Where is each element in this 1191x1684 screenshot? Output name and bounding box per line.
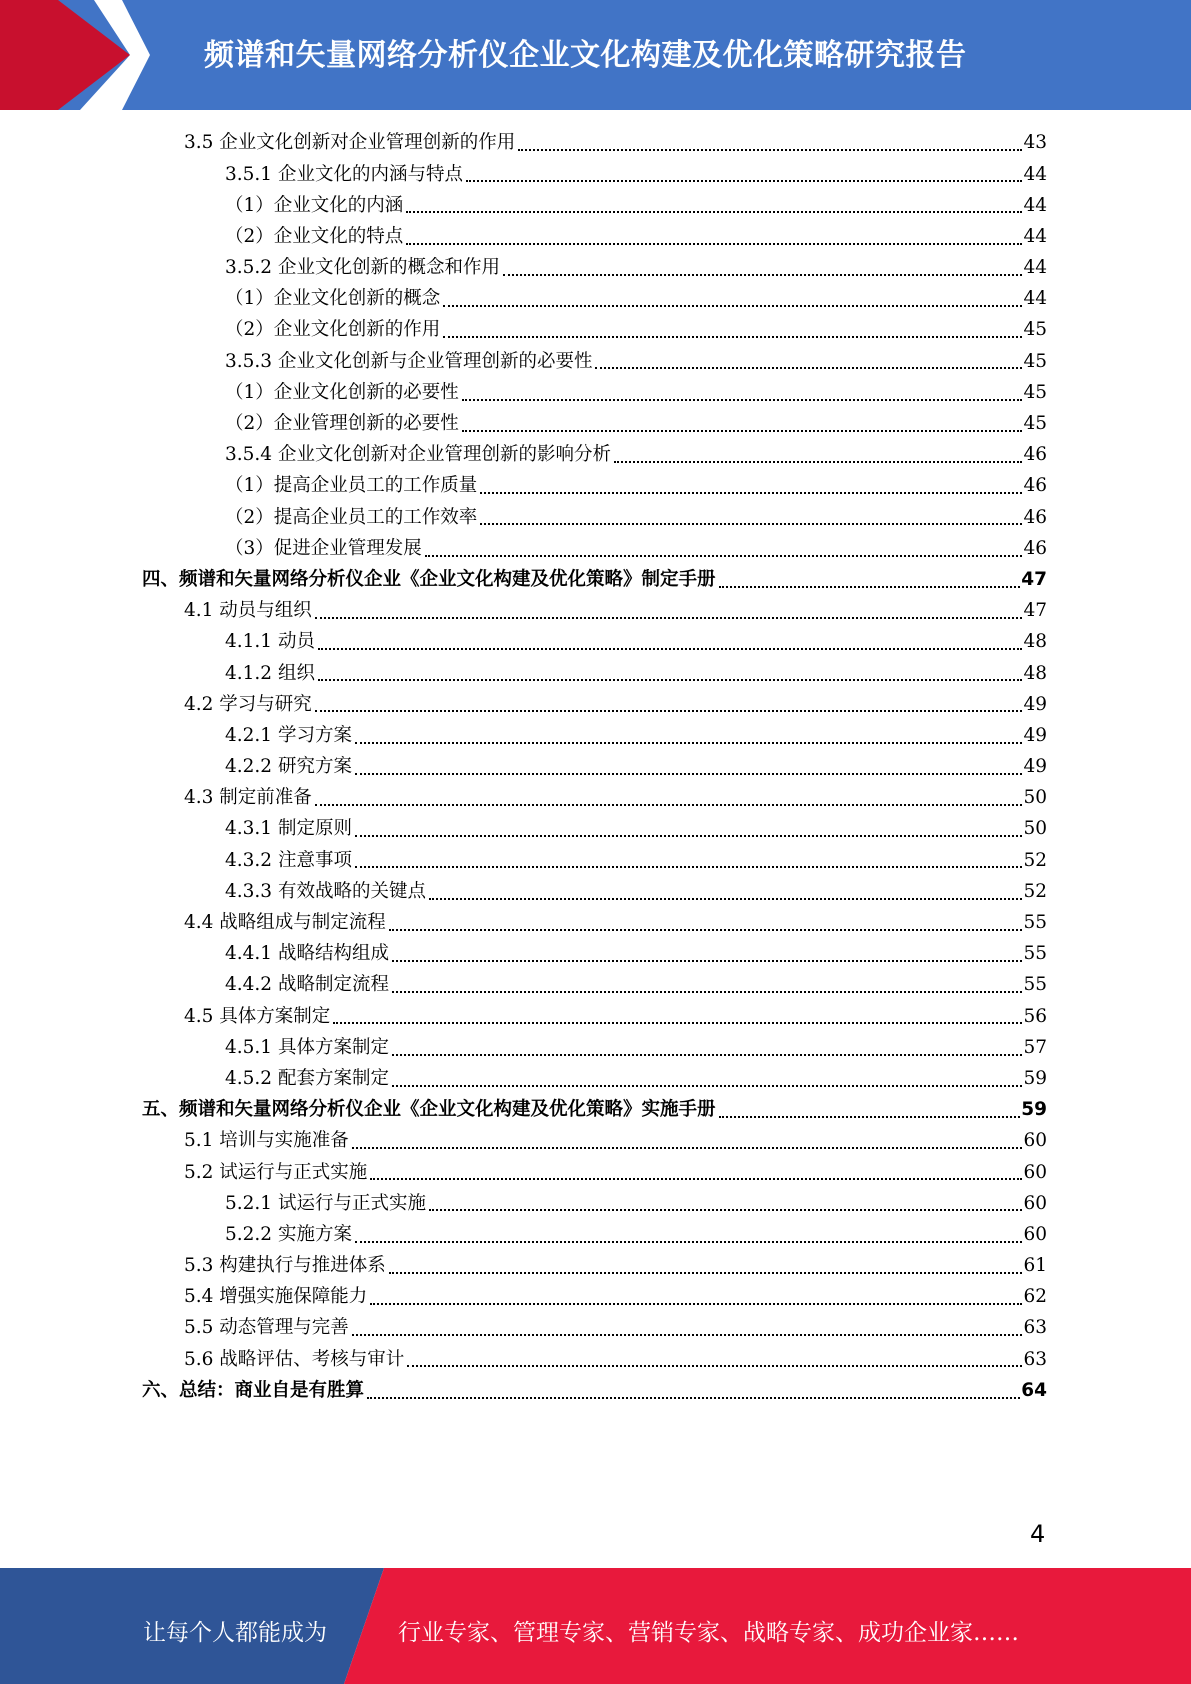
toc-entry-page: 55	[1023, 943, 1047, 965]
footer-slogan-left: 让每个人都能成为	[143, 1620, 327, 1646]
toc-entry[interactable]	[0, 315, 1191, 346]
toc-entry-page: 44	[1023, 163, 1047, 185]
toc-entry-page: 64	[1021, 1379, 1047, 1401]
footer-slogan-right: 行业专家、管理专家、营销专家、战略专家、成功企业家……	[398, 1620, 1019, 1646]
toc-entry[interactable]	[0, 440, 1191, 471]
toc-entry-page: 45	[1023, 350, 1047, 372]
toc-entry-label: 4.1.2 组织	[225, 662, 315, 684]
toc-entry-page: 44	[1023, 288, 1047, 310]
toc-entry-label: 五、频谱和矢量网络分析仪企业《企业文化构建及优化策略》实施手册	[142, 1099, 716, 1121]
toc-dot-leader	[355, 741, 1023, 744]
toc-entry-page: 50	[1023, 787, 1047, 809]
toc-entry[interactable]	[0, 378, 1191, 409]
toc-entry[interactable]	[0, 627, 1191, 658]
toc-dot-leader	[318, 647, 1023, 650]
toc-entry[interactable]	[0, 1251, 1191, 1282]
toc-entry[interactable]	[0, 1376, 1191, 1407]
toc-entry-label: 4.2.2 研究方案	[225, 756, 352, 778]
toc-dot-leader	[443, 335, 1022, 338]
toc-entry-label: 5.3 构建执行与推进体系	[184, 1255, 386, 1277]
toc-entry[interactable]	[0, 814, 1191, 845]
toc-dot-leader	[480, 522, 1022, 525]
toc-entry-label: 4.4.2 战略制定流程	[225, 974, 389, 996]
toc-entry-page: 60	[1023, 1161, 1047, 1183]
toc-entry[interactable]	[0, 409, 1191, 440]
toc-entry-page: 46	[1023, 444, 1047, 466]
toc-entry-page: 60	[1023, 1130, 1047, 1152]
toc-entry[interactable]	[0, 1001, 1191, 1032]
toc-entry[interactable]	[0, 533, 1191, 564]
toc-dot-leader	[425, 554, 1023, 557]
toc-dot-leader	[355, 865, 1023, 868]
toc-entry-page: 50	[1023, 818, 1047, 840]
toc-entry-label: 4.5.1 具体方案制定	[225, 1036, 389, 1058]
toc-entry[interactable]	[0, 1032, 1191, 1063]
toc-entry-page: 49	[1023, 693, 1047, 715]
toc-entry-page: 45	[1023, 381, 1047, 403]
toc-dot-leader	[719, 1115, 1021, 1118]
toc-entry-page: 49	[1023, 724, 1047, 746]
toc-entry[interactable]	[0, 471, 1191, 502]
toc-dot-leader	[392, 990, 1022, 993]
toc-entry-page: 55	[1023, 974, 1047, 996]
toc-entry-page: 47	[1023, 600, 1047, 622]
toc-entry-page: 63	[1023, 1348, 1047, 1370]
toc-entry[interactable]	[0, 752, 1191, 783]
toc-entry-label: （1）企业文化创新的必要性	[225, 381, 459, 403]
toc-entry-label: 5.2.1 试运行与正式实施	[225, 1192, 426, 1214]
toc-entry-label: 4.1 动员与组织	[184, 600, 312, 622]
toc-dot-leader	[406, 242, 1022, 245]
toc-entry-label: 4.4.1 战略结构组成	[225, 943, 389, 965]
toc-entry-page: 60	[1023, 1192, 1047, 1214]
toc-entry-label: （2）企业文化创新的作用	[225, 319, 441, 341]
toc-dot-leader	[392, 959, 1022, 962]
toc-entry[interactable]	[0, 721, 1191, 752]
toc-entry-label: 4.3.1 制定原则	[225, 818, 352, 840]
toc-entry[interactable]	[0, 845, 1191, 876]
toc-entry-label: 5.5 动态管理与完善	[184, 1317, 349, 1339]
page-footer	[0, 1568, 1191, 1684]
toc-entry[interactable]	[0, 1220, 1191, 1251]
toc-entry-label: （1）提高企业员工的工作质量	[225, 475, 478, 497]
toc-entry-page: 49	[1023, 756, 1047, 778]
toc-entry[interactable]	[0, 253, 1191, 284]
toc-entry[interactable]	[0, 1282, 1191, 1313]
toc-dot-leader	[318, 678, 1023, 681]
toc-entry-page: 47	[1021, 568, 1047, 590]
toc-entry-page: 46	[1023, 537, 1047, 559]
toc-entry-label: 4.4 战略组成与制定流程	[184, 912, 386, 934]
toc-entry-page: 57	[1023, 1036, 1047, 1058]
toc-entry-label: 4.2 学习与研究	[184, 693, 312, 715]
toc-entry[interactable]	[0, 1157, 1191, 1188]
toc-dot-leader	[355, 1240, 1023, 1243]
toc-dot-leader	[370, 1302, 1022, 1305]
toc-entry[interactable]	[0, 284, 1191, 315]
toc-entry-page: 59	[1023, 1067, 1047, 1089]
toc-entry-label: 4.5 具体方案制定	[184, 1005, 331, 1027]
toc-entry[interactable]	[0, 939, 1191, 970]
toc-entry[interactable]	[0, 1344, 1191, 1375]
toc-entry-label: （2）企业文化的特点	[225, 225, 404, 247]
toc-entry[interactable]	[0, 658, 1191, 689]
toc-entry-page: 52	[1023, 849, 1047, 871]
toc-entry[interactable]	[0, 1188, 1191, 1219]
toc-entry-page: 44	[1023, 194, 1047, 216]
toc-entry-label: 4.2.1 学习方案	[225, 724, 352, 746]
toc-dot-leader	[503, 273, 1022, 276]
toc-entry[interactable]	[0, 565, 1191, 596]
toc-entry-page: 48	[1023, 662, 1047, 684]
toc-entry-label: 4.3 制定前准备	[184, 787, 312, 809]
toc-entry-label: （1）企业文化创新的概念	[225, 288, 441, 310]
toc-entry-page: 44	[1023, 225, 1047, 247]
toc-dot-leader	[352, 1333, 1023, 1336]
toc-dot-leader	[429, 1208, 1022, 1211]
toc-dot-leader	[389, 928, 1023, 931]
toc-entry[interactable]	[0, 1313, 1191, 1344]
toc-entry-label: 4.1.1 动员	[225, 631, 315, 653]
toc-entry-page: 59	[1021, 1099, 1047, 1121]
toc-entry-page: 60	[1023, 1223, 1047, 1245]
toc-entry-label: 四、频谱和矢量网络分析仪企业《企业文化构建及优化策略》制定手册	[142, 568, 716, 590]
toc-entry-label: 5.1 培训与实施准备	[184, 1130, 349, 1152]
toc-entry[interactable]	[0, 877, 1191, 908]
table-of-contents	[0, 128, 1191, 1407]
toc-entry-label: 3.5.1 企业文化的内涵与特点	[225, 163, 463, 185]
toc-dot-leader	[352, 1146, 1023, 1149]
page-header	[0, 0, 1191, 110]
toc-entry[interactable]	[0, 1064, 1191, 1095]
toc-entry[interactable]	[0, 1126, 1191, 1157]
toc-dot-leader	[466, 179, 1022, 182]
toc-dot-leader	[429, 897, 1022, 900]
toc-dot-leader	[367, 1396, 1020, 1399]
toc-dot-leader	[462, 429, 1023, 432]
toc-entry-page: 46	[1023, 475, 1047, 497]
toc-entry-label: 3.5.4 企业文化创新对企业管理创新的影响分析	[225, 444, 611, 466]
toc-entry[interactable]	[0, 159, 1191, 190]
toc-entry-label: 3.5.3 企业文化创新与企业管理创新的必要性	[225, 350, 593, 372]
toc-entry-label: 3.5 企业文化创新对企业管理创新的作用	[184, 132, 516, 154]
toc-entry[interactable]	[0, 596, 1191, 627]
toc-entry-page: 63	[1023, 1317, 1047, 1339]
toc-entry-label: （1）企业文化的内涵	[225, 194, 404, 216]
toc-entry-label: 4.3.2 注意事项	[225, 849, 352, 871]
toc-dot-leader	[315, 616, 1023, 619]
toc-dot-leader	[389, 1271, 1023, 1274]
toc-entry[interactable]	[0, 222, 1191, 253]
toc-dot-leader	[315, 803, 1023, 806]
toc-entry[interactable]	[0, 783, 1191, 814]
toc-entry[interactable]	[0, 689, 1191, 720]
toc-dot-leader	[518, 148, 1022, 151]
toc-dot-leader	[370, 1177, 1022, 1180]
toc-entry-page: 62	[1023, 1286, 1047, 1308]
toc-dot-leader	[333, 1021, 1022, 1024]
toc-entry-page: 52	[1023, 880, 1047, 902]
toc-dot-leader	[480, 491, 1022, 494]
toc-dot-leader	[443, 304, 1022, 307]
toc-entry-label: 5.4 增强实施保障能力	[184, 1286, 368, 1308]
toc-entry-label: 4.3.3 有效战略的关键点	[225, 880, 426, 902]
toc-entry-page: 44	[1023, 257, 1047, 279]
toc-entry-page: 43	[1023, 132, 1047, 154]
toc-dot-leader	[355, 834, 1023, 837]
toc-entry-label: （3）促进企业管理发展	[225, 537, 422, 559]
toc-entry-label: 3.5.2 企业文化创新的概念和作用	[225, 257, 500, 279]
toc-entry[interactable]	[0, 908, 1191, 939]
toc-dot-leader	[595, 366, 1022, 369]
toc-entry-label: 4.5.2 配套方案制定	[225, 1067, 389, 1089]
toc-entry-label: 5.2 试运行与正式实施	[184, 1161, 368, 1183]
toc-entry[interactable]	[0, 970, 1191, 1001]
toc-entry[interactable]	[0, 502, 1191, 533]
toc-entry-page: 56	[1023, 1005, 1047, 1027]
toc-dot-leader	[355, 772, 1023, 775]
toc-entry-page: 45	[1023, 413, 1047, 435]
toc-entry-label: 5.2.2 实施方案	[225, 1223, 352, 1245]
toc-dot-leader	[315, 709, 1023, 712]
toc-dot-leader	[392, 1053, 1022, 1056]
toc-entry[interactable]	[0, 1095, 1191, 1126]
toc-dot-leader	[392, 1084, 1022, 1087]
toc-entry[interactable]	[0, 190, 1191, 221]
toc-entry-page: 46	[1023, 506, 1047, 528]
toc-dot-leader	[407, 1364, 1022, 1367]
toc-entry-page: 48	[1023, 631, 1047, 653]
toc-entry-page: 61	[1023, 1255, 1047, 1277]
toc-entry-label: （2）提高企业员工的工作效率	[225, 506, 478, 528]
toc-dot-leader	[406, 210, 1022, 213]
report-title: 频谱和矢量网络分析仪企业文化构建及优化策略研究报告	[204, 38, 967, 73]
toc-entry[interactable]	[0, 346, 1191, 377]
toc-entry-page: 55	[1023, 912, 1047, 934]
toc-entry-label: （2）企业管理创新的必要性	[225, 413, 459, 435]
toc-dot-leader	[462, 398, 1023, 401]
toc-entry[interactable]	[0, 128, 1191, 159]
toc-entry-label: 六、总结：商业自是有胜算	[142, 1379, 365, 1401]
toc-entry-page: 45	[1023, 319, 1047, 341]
page-number: 4	[1030, 1520, 1046, 1548]
toc-entry-label: 5.6 战略评估、考核与审计	[184, 1348, 405, 1370]
toc-dot-leader	[614, 460, 1022, 463]
toc-dot-leader	[719, 585, 1021, 588]
